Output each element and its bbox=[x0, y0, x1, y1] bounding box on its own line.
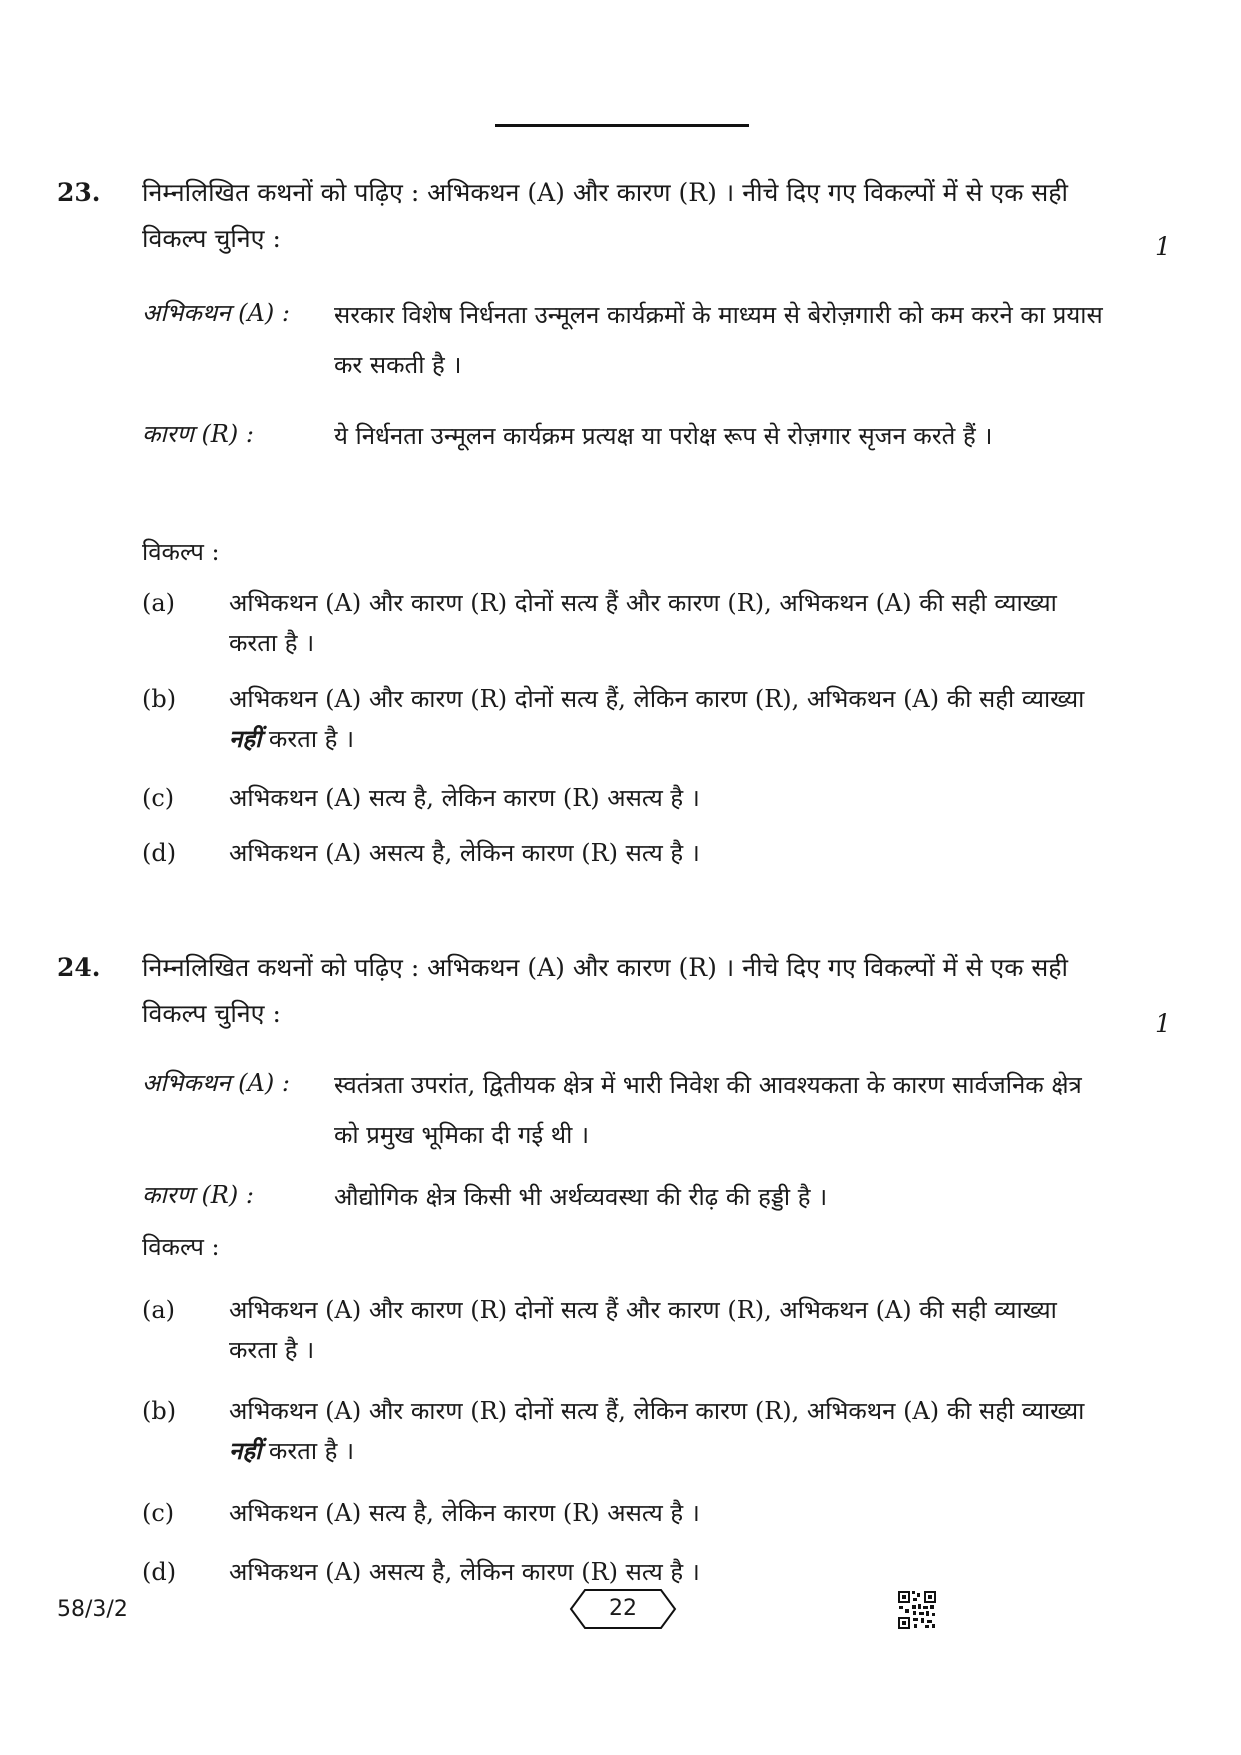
question-text: निम्नलिखित कथनों को पढ़िए : अभिकथन (A) और कारण (R) । नीचे दिए गए विकल्पों में से एक सही विकल्प चुनिए : bbox=[142, 953, 1069, 1028]
question-number: 24. bbox=[57, 953, 101, 982]
option-text-part: अभिकथन (A) और कारण (R) दोनों सत्य हैं, लेकिन कारण (R), अभिकथन (A) की सही व्याख्या bbox=[229, 1397, 1085, 1425]
question-marks: 1 bbox=[1155, 232, 1171, 261]
assertion-label: अभिकथन (A) : bbox=[142, 299, 290, 327]
option-letter: (c) bbox=[142, 1499, 175, 1527]
option-letter: (a) bbox=[142, 589, 176, 617]
assertion-label: अभिकथन (A) : bbox=[142, 1069, 290, 1097]
top-divider-line bbox=[495, 124, 749, 127]
reason-label: कारण (R) : bbox=[142, 1181, 254, 1209]
option-text: अभिकथन (A) असत्य है, लेकिन कारण (R) सत्य है । bbox=[229, 839, 700, 867]
assertion-text: स्वतंत्रता उपरांत, द्वितीयक क्षेत्र में भारी निवेश की आवश्यकता के कारण सार्वजनिक क्षेत्र को प्रमुख भूमिका दी गई थी । bbox=[334, 1071, 1082, 1149]
question-number: 23. bbox=[57, 178, 101, 207]
option-text: अभिकथन (A) असत्य है, लेकिन कारण (R) सत्य है । bbox=[229, 1558, 700, 1586]
option-text-part: करता है । bbox=[261, 1437, 355, 1465]
option-letter: (d) bbox=[142, 839, 177, 867]
page-number: 22 bbox=[609, 1596, 637, 1621]
assertion-text: सरकार विशेष निर्धनता उन्मूलन कार्यक्रमों के माध्यम से बेरोज़गारी को कम करने का प्रयास कर सकती है । bbox=[334, 301, 1103, 379]
option-letter: (d) bbox=[142, 1558, 177, 1586]
option-letter: (b) bbox=[142, 1397, 177, 1425]
option-text bbox=[229, 1391, 1112, 1471]
option-text-part: करता है । bbox=[261, 725, 355, 753]
options-label: विकल्प : bbox=[142, 1233, 220, 1261]
option-text bbox=[229, 679, 1112, 759]
reason-text: ये निर्धनता उन्मूलन कार्यक्रम प्रत्यक्ष या परोक्ष रूप से रोज़गार सृजन करते हैं । bbox=[334, 422, 993, 450]
question-marks: 1 bbox=[1155, 1009, 1171, 1038]
page-number-badge bbox=[569, 1588, 677, 1630]
option-letter: (b) bbox=[142, 685, 177, 713]
option-text: अभिकथन (A) और कारण (R) दोनों सत्य हैं और कारण (R), अभिकथन (A) की सही व्याख्या करता है । bbox=[229, 589, 1057, 657]
option-letter: (a) bbox=[142, 1296, 176, 1324]
emphasis-word: नहीं bbox=[229, 724, 262, 753]
option-text: अभिकथन (A) सत्य है, लेकिन कारण (R) असत्य है । bbox=[229, 784, 700, 812]
option-text: अभिकथन (A) सत्य है, लेकिन कारण (R) असत्य है । bbox=[229, 1499, 700, 1527]
qr-code-icon bbox=[897, 1590, 937, 1630]
option-text-part: अभिकथन (A) और कारण (R) दोनों सत्य हैं, लेकिन कारण (R), अभिकथन (A) की सही व्याख्या bbox=[229, 685, 1085, 713]
option-letter: (c) bbox=[142, 784, 175, 812]
options-label: विकल्प : bbox=[142, 538, 220, 566]
question-text: निम्नलिखित कथनों को पढ़िए : अभिकथन (A) और कारण (R) । नीचे दिए गए विकल्पों में से एक सही विकल्प चुनिए : bbox=[142, 178, 1069, 253]
option-text: अभिकथन (A) और कारण (R) दोनों सत्य हैं और कारण (R), अभिकथन (A) की सही व्याख्या करता है । bbox=[229, 1296, 1057, 1364]
emphasis-word: नहीं bbox=[229, 1436, 262, 1465]
paper-code: 58/3/2 bbox=[57, 1597, 128, 1622]
reason-text: औद्योगिक क्षेत्र किसी भी अर्थव्यवस्था की रीढ़ की हड्डी है । bbox=[334, 1183, 828, 1211]
reason-label: कारण (R) : bbox=[142, 420, 254, 448]
